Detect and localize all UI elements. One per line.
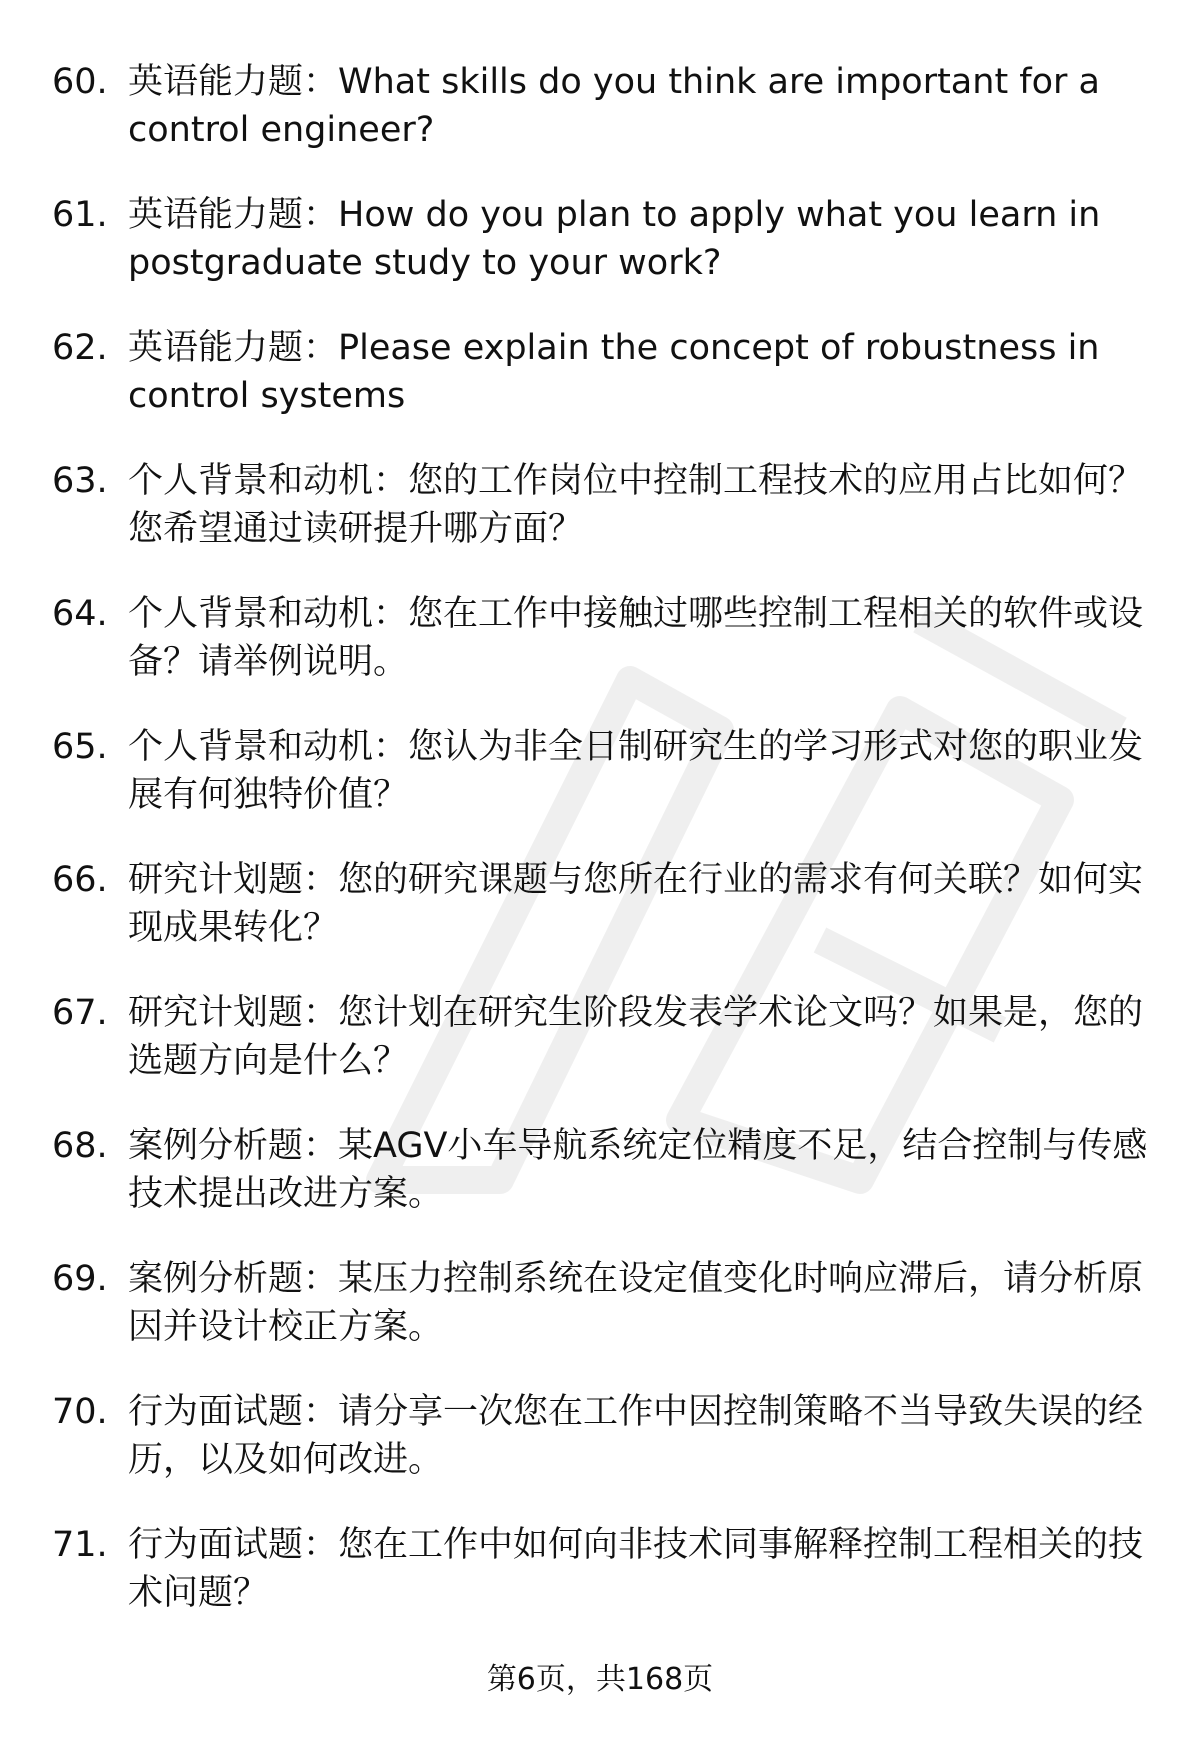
- question-number: 62.: [52, 328, 108, 368]
- question-text: 研究计划题：您计划在研究生阶段发表学术论文吗？如果是，您的选题方向是什么？: [128, 993, 1144, 1081]
- question-item: [52, 1521, 1152, 1617]
- question-item: [52, 989, 1152, 1085]
- question-number: 71.: [52, 1525, 108, 1565]
- question-item: [52, 856, 1152, 952]
- question-text: 个人背景和动机：您的工作岗位中控制工程技术的应用占比如何？您希望通过读研提升哪方面？: [128, 461, 1144, 549]
- question-number: 67.: [52, 993, 108, 1033]
- question-text: 英语能力题：What skills do you think are important for a control engineer?: [128, 62, 1100, 150]
- question-list: [52, 58, 1152, 1654]
- question-item: [52, 1388, 1152, 1484]
- question-number: 64.: [52, 594, 108, 634]
- question-item: [52, 590, 1152, 686]
- question-item: [52, 324, 1152, 420]
- question-number: 66.: [52, 860, 108, 900]
- question-number: 60.: [52, 62, 108, 102]
- question-text: 行为面试题：您在工作中如何向非技术同事解释控制工程相关的技术问题？: [128, 1525, 1144, 1613]
- question-text: 英语能力题：How do you plan to apply what you learn in postgraduate study to your work?: [128, 195, 1101, 283]
- question-text: 个人背景和动机：您在工作中接触过哪些控制工程相关的软件或设备？请举例说明。: [128, 594, 1144, 682]
- question-text: 英语能力题：Please explain the concept of robustness in control systems: [128, 328, 1100, 416]
- page-footer: 第6页，共168页: [486, 1662, 714, 1697]
- question-item: [52, 1255, 1152, 1351]
- question-text: 研究计划题：您的研究课题与您所在行业的需求有何关联？如何实现成果转化？: [128, 860, 1144, 948]
- question-number: 61.: [52, 195, 108, 235]
- question-item: [52, 58, 1152, 154]
- question-text: 行为面试题：请分享一次您在工作中因控制策略不当导致失误的经历，以及如何改进。: [128, 1392, 1144, 1480]
- question-item: [52, 723, 1152, 819]
- question-item: [52, 1122, 1152, 1218]
- question-number: 68.: [52, 1126, 108, 1166]
- question-number: 69.: [52, 1259, 108, 1299]
- question-number: 63.: [52, 461, 108, 501]
- question-text: 个人背景和动机：您认为非全日制研究生的学习形式对您的职业发展有何独特价值？: [128, 727, 1144, 815]
- question-number: 70.: [52, 1392, 108, 1432]
- question-item: [52, 457, 1152, 553]
- question-text: 案例分析题：某压力控制系统在设定值变化时响应滞后，请分析原因并设计校正方案。: [128, 1259, 1144, 1347]
- question-text: 案例分析题：某AGV小车导航系统定位精度不足，结合控制与传感技术提出改进方案。: [128, 1126, 1148, 1214]
- question-number: 65.: [52, 727, 108, 767]
- question-item: [52, 191, 1152, 287]
